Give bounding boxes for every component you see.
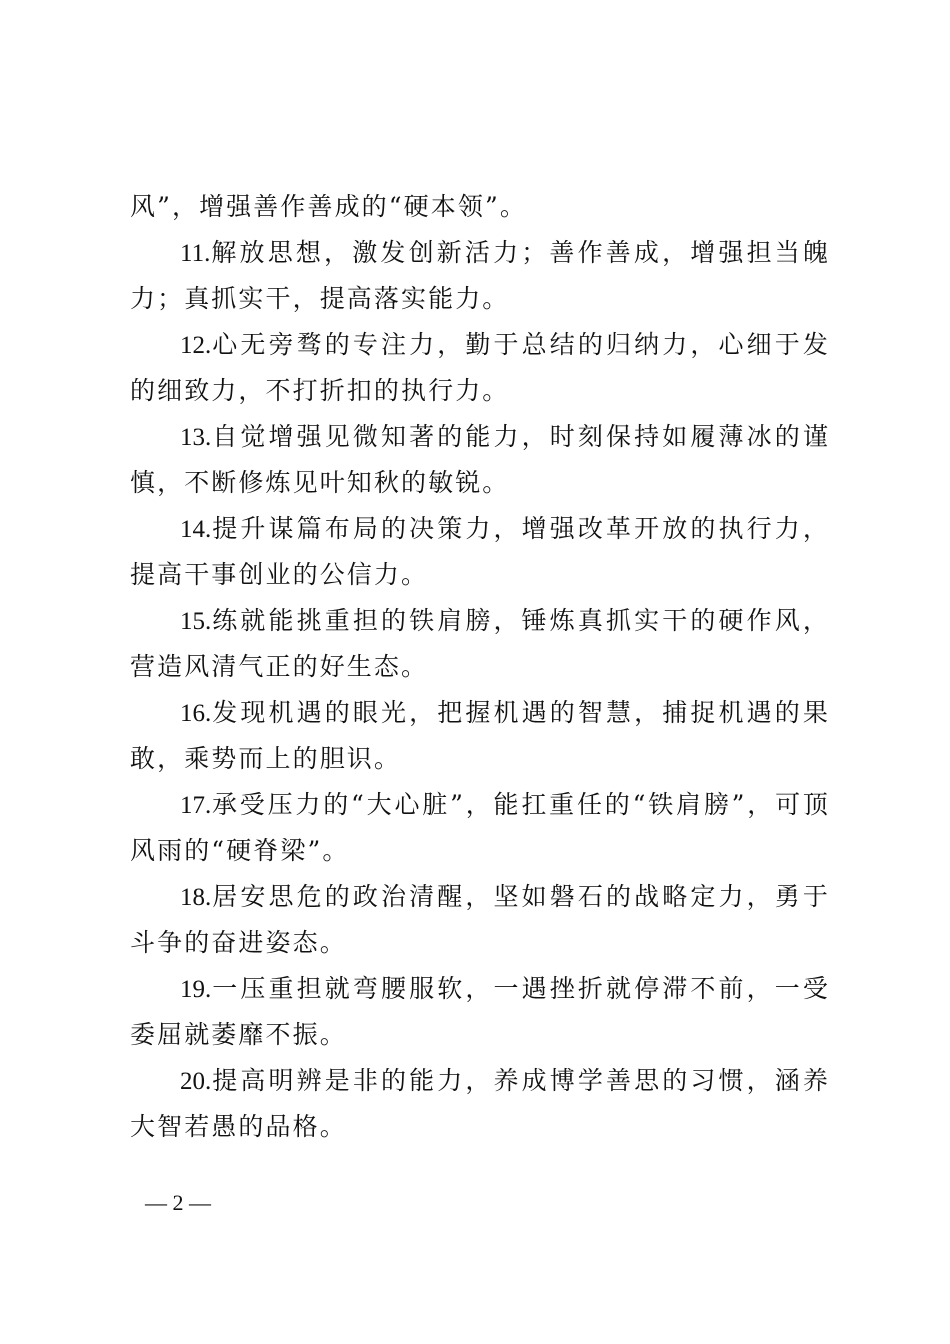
list-item <box>130 598 830 690</box>
item-text: 承受压力的“大心脏”，能扛重任的“铁肩膀”，可顶风雨的“硬脊梁”。 <box>130 789 830 865</box>
page-number: — 2 — <box>145 1190 211 1215</box>
list-item <box>130 690 830 782</box>
item-number: 18. <box>180 883 212 911</box>
item-number: 11. <box>180 239 211 267</box>
item-text: 自觉增强见微知著的能力，时刻保持如履薄冰的谨慎，不断修炼见叶知秋的敏锐。 <box>130 421 830 497</box>
item-number: 16. <box>180 699 212 727</box>
item-text: 提高明辨是非的能力，养成博学善思的习惯，涵养大智若愚的品格。 <box>130 1065 830 1141</box>
item-number: 14. <box>180 515 212 543</box>
item-text: 一压重担就弯腰服软，一遇挫折就停滞不前，一受委屈就萎靡不振。 <box>130 973 830 1049</box>
item-number: 19. <box>180 975 212 1003</box>
list-item <box>130 966 830 1058</box>
item-text: 提升谋篇布局的决策力，增强改革开放的执行力，提高干事创业的公信力。 <box>130 513 830 589</box>
item-text: 解放思想，激发创新活力；善作善成，增强担当魄力；真抓实干，提高落实能力。 <box>130 237 830 313</box>
list-item <box>130 506 830 598</box>
list-item <box>130 230 830 322</box>
list-item <box>130 322 830 414</box>
list-item <box>130 782 830 874</box>
item-number: 12. <box>180 331 212 359</box>
item-number: 13. <box>180 423 212 451</box>
item-number: 20. <box>180 1067 212 1095</box>
item-number: 15. <box>180 607 212 635</box>
item-number: 17. <box>180 791 212 819</box>
list-item <box>130 414 830 506</box>
document-body <box>130 184 830 1150</box>
list-item <box>130 874 830 966</box>
list-item <box>130 1058 830 1150</box>
lead-paragraph <box>130 184 830 230</box>
item-text: 心无旁骛的专注力，勤于总结的归纳力，心细于发的细致力，不打折扣的执行力。 <box>130 329 830 405</box>
lead-text: 风”，增强善作善成的“硬本领”。 <box>130 192 527 221</box>
item-text: 居安思危的政治清醒，坚如磐石的战略定力，勇于斗争的奋进姿态。 <box>130 881 830 957</box>
item-text: 发现机遇的眼光，把握机遇的智慧，捕捉机遇的果敢，乘势而上的胆识。 <box>130 697 830 773</box>
item-text: 练就能挑重担的铁肩膀，锤炼真抓实干的硬作风，营造风清气正的好生态。 <box>130 605 830 681</box>
